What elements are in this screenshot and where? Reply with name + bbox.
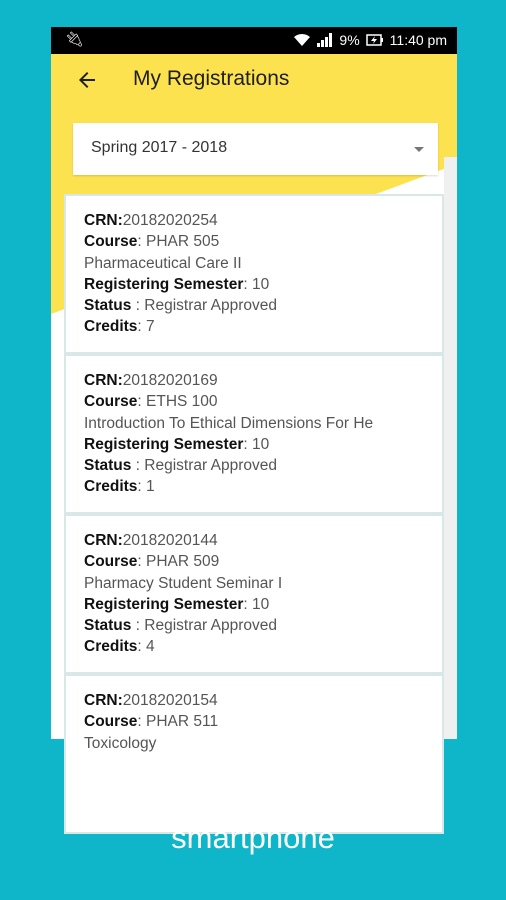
page-title: My Registrations (133, 67, 290, 90)
clock: 11:40 pm (389, 32, 447, 48)
scroll-track (444, 157, 457, 739)
status-bar (51, 27, 457, 54)
registration-card[interactable] (64, 514, 444, 674)
course-title: Toxicology (84, 734, 157, 752)
semester-line: Registering Semester: 10 (84, 275, 270, 293)
status-line: Status : Registrar Approved (84, 617, 277, 635)
phone-screen (51, 27, 457, 752)
course-line: Course: PHAR 505 (84, 233, 220, 251)
back-arrow-icon[interactable] (75, 68, 99, 92)
semester-dropdown-value: Spring 2017 - 2018 (91, 139, 228, 156)
tagline-line-1: Your trusted friend in your (76, 778, 430, 813)
crn-line: CRN:20182020154 (84, 692, 218, 709)
semester-dropdown[interactable] (73, 123, 438, 175)
course-line: Course: ETHS 100 (84, 393, 218, 411)
wifi-icon (293, 33, 311, 47)
semester-line: Registering Semester: 10 (84, 435, 270, 453)
battery-percent: 9% (339, 32, 360, 48)
status-line: Status : Registrar Approved (84, 457, 277, 475)
status-line: Status : Registrar Approved (84, 297, 277, 315)
crn-line: CRN:20182020169 (84, 372, 218, 389)
crn-line: CRN:20182020144 (84, 532, 218, 549)
course-title: Pharmacy Student Seminar I (84, 574, 283, 592)
registration-list (64, 194, 444, 834)
semester-line: Registering Semester: 10 (84, 595, 270, 613)
course-title: Pharmaceutical Care II (84, 254, 242, 272)
credits-line: Credits: 1 (84, 478, 155, 496)
promo-tagline (0, 775, 506, 859)
course-line: Course: PHAR 511 (84, 713, 219, 731)
course-line: Course: PHAR 509 (84, 553, 220, 571)
credits-line: Credits: 7 (84, 318, 155, 336)
registration-card[interactable] (64, 354, 444, 514)
tagline-line-2: smartphone (171, 820, 335, 855)
app-bar (51, 54, 457, 114)
course-title: Introduction To Ethical Dimensions For He (84, 414, 374, 432)
signal-icon (317, 33, 333, 47)
chevron-down-icon (414, 147, 424, 152)
crn-line: CRN:20182020254 (84, 212, 218, 229)
battery-charging-icon (366, 33, 384, 47)
usb-icon: 🔌︎ (65, 31, 85, 48)
credits-line: Credits: 4 (84, 638, 155, 656)
registration-card[interactable] (64, 194, 444, 354)
